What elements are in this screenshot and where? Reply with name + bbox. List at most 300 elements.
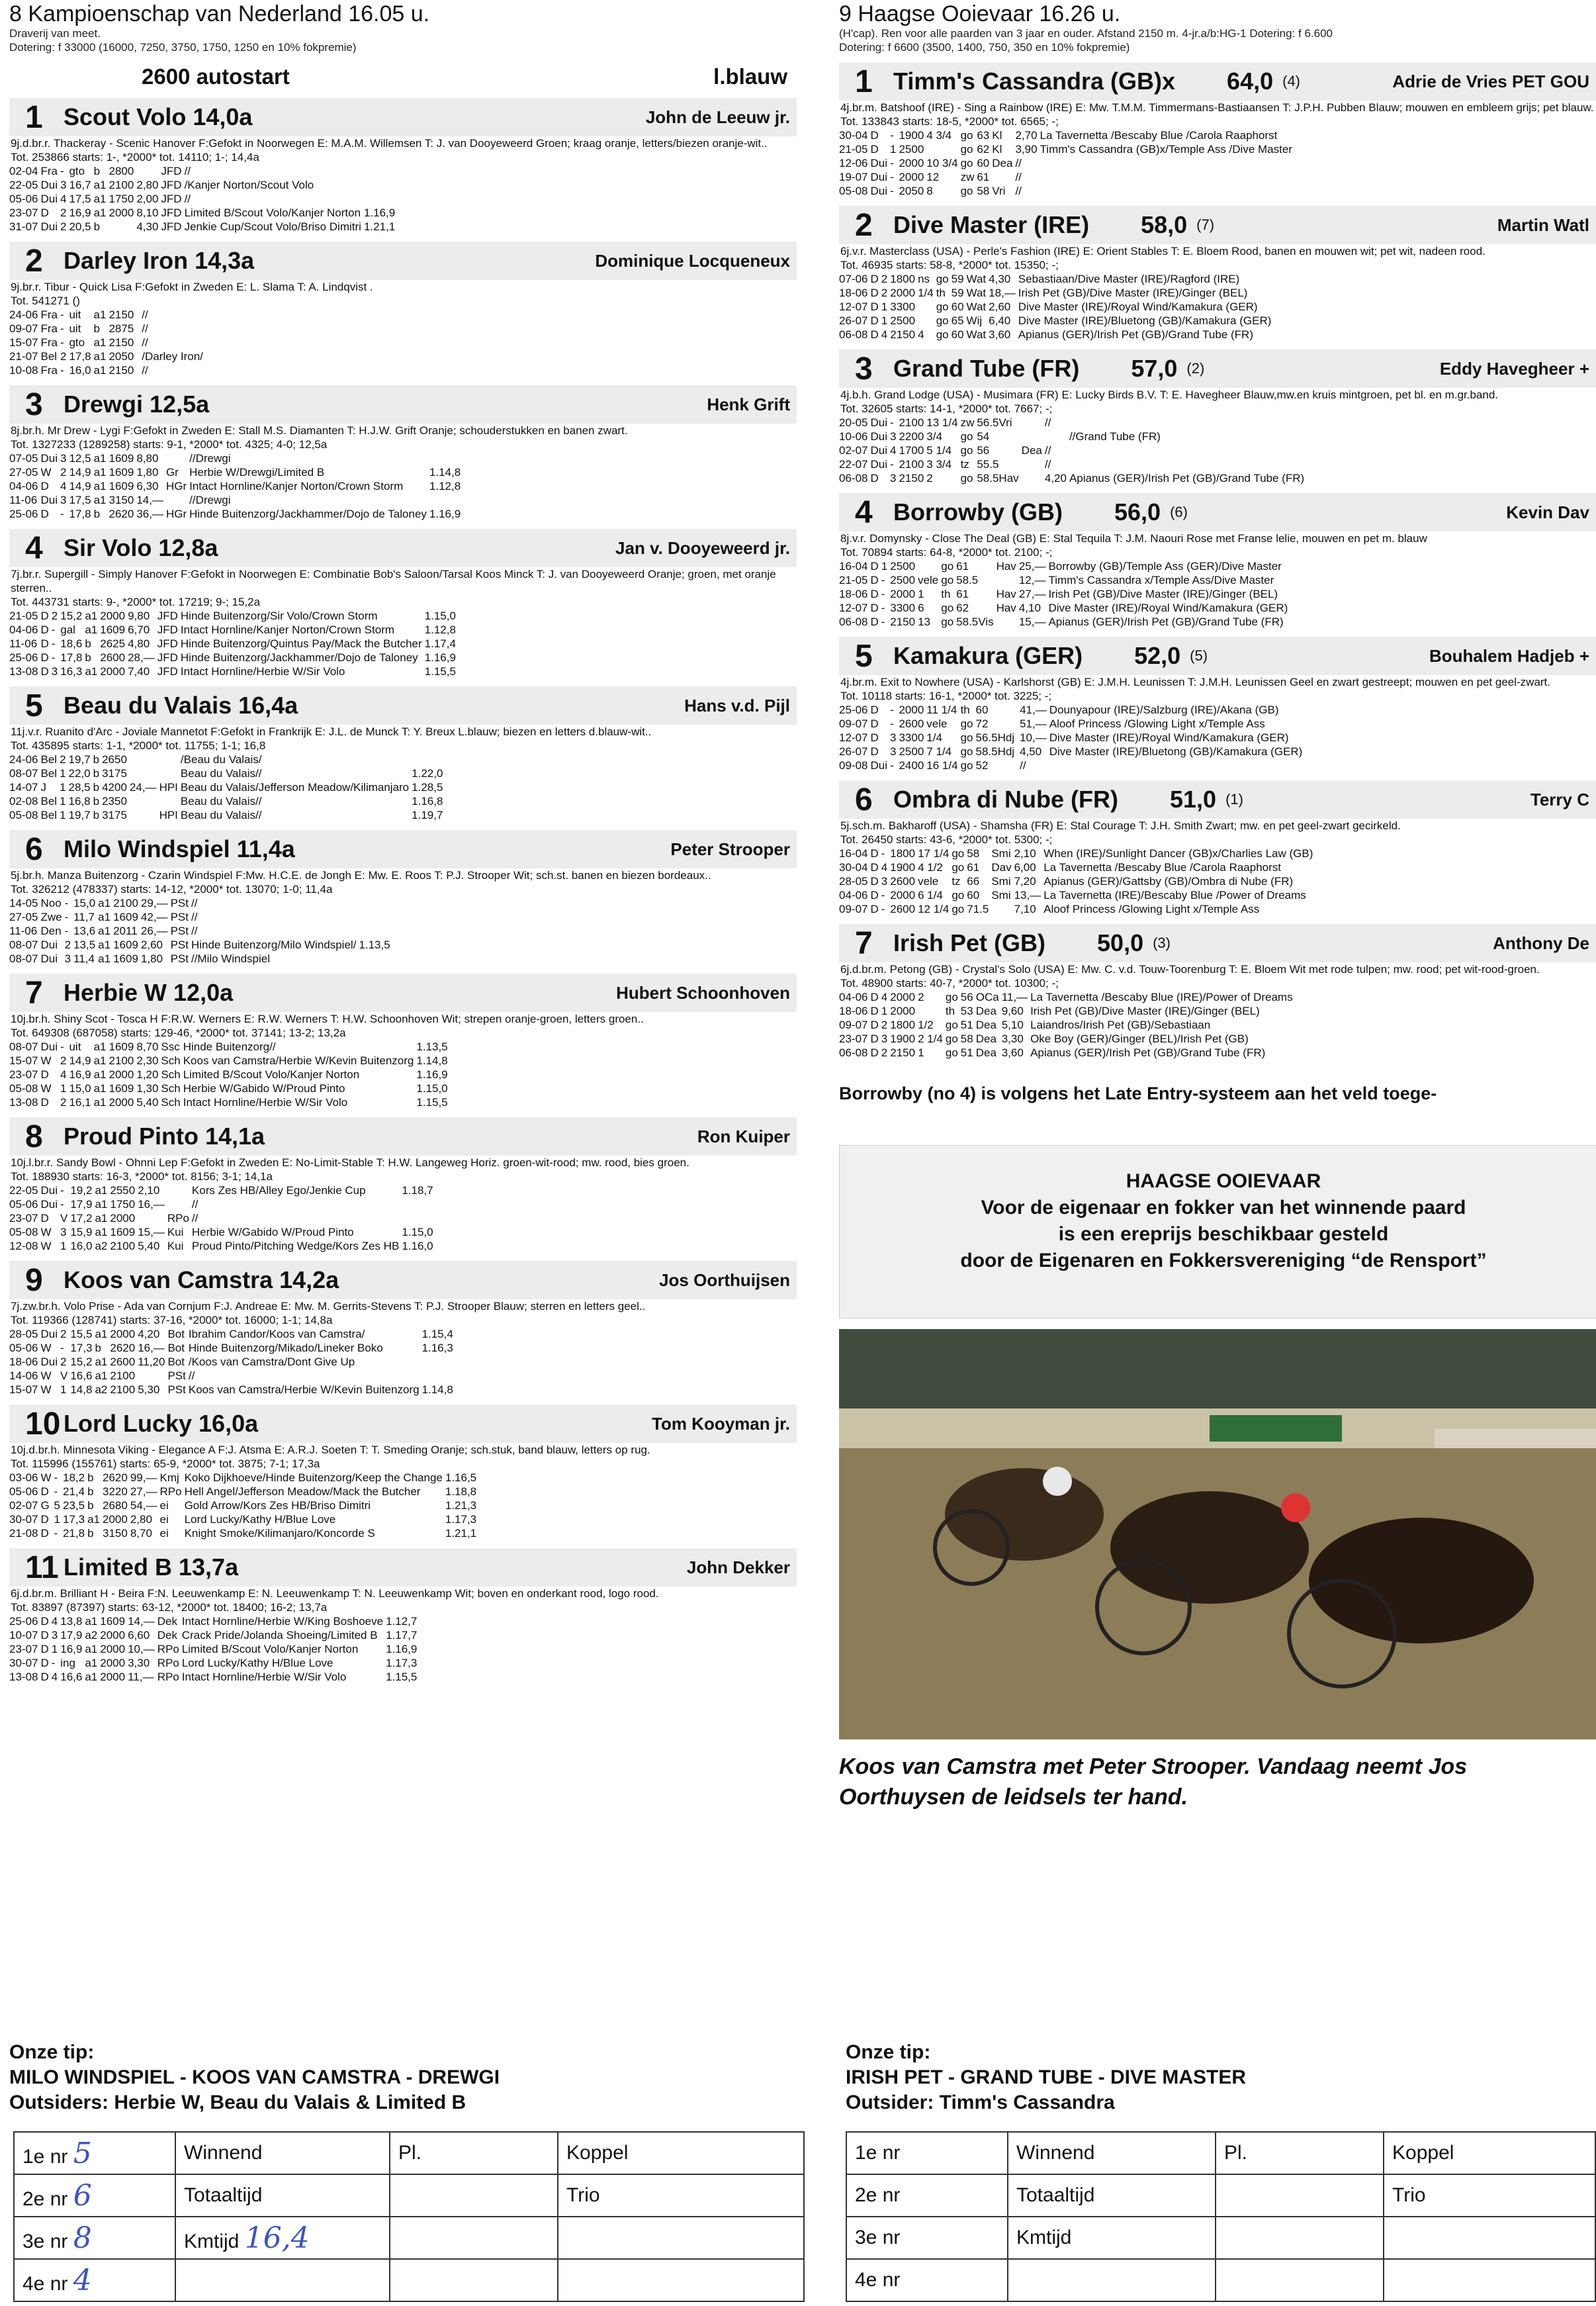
result-cell: 21,4 [63, 1485, 85, 1498]
horse-pedigree: 10j.d.br.h. Minnesota Viking - Elegance A F:J. Atsma E: A.R.J. Soeten T: T. Smeding Oranje; sch.stuk, band blauw, letters op rug. [11, 1444, 650, 1456]
result-cell: 1.16,0 [402, 1240, 433, 1252]
result-cell [359, 910, 392, 924]
result-cell: 4,80 [128, 637, 150, 650]
result-cell: // [1020, 759, 1026, 772]
result-cell: 63 [977, 129, 990, 142]
result-cell: 4 3/4 [926, 129, 952, 142]
result-cell [159, 766, 181, 780]
result-cell: 10-06 [839, 430, 868, 443]
result-cell: 2 [60, 207, 67, 219]
result-cell: 58.5 [956, 574, 979, 586]
result-cell: - [60, 322, 64, 335]
result-cell: tz [952, 875, 961, 888]
result-cell: 2,70 [1015, 129, 1038, 142]
result-row [839, 615, 1290, 629]
left-tip [9, 2040, 500, 2115]
result-cell: 3 3/4 [926, 458, 952, 471]
result-cell: 8,80 [136, 452, 159, 465]
result-cell: 05-08 [9, 1226, 38, 1238]
horse-name: Koos van Camstra 14,2a [64, 1266, 339, 1293]
result-row [839, 170, 1295, 184]
result-cell: - [881, 616, 885, 628]
result-cell: 6 [918, 602, 924, 614]
result-row [839, 128, 1295, 142]
result-cell: a1 [98, 939, 111, 951]
prize-box [839, 1145, 1596, 1318]
result-cell: 5 1/4 [926, 444, 952, 457]
result-cell: 17,8 [60, 651, 83, 664]
result-cell: 16,0 [70, 1240, 93, 1252]
result-cell: a1 [95, 1328, 108, 1340]
result-cell: - [60, 364, 64, 377]
horse-totals: Tot. 435895 starts: 1-1, *2000* tot. 11755; 1-1; 16,8 [11, 739, 266, 752]
result-cell: a2 [85, 1629, 98, 1641]
result-cell: 22-05 [9, 1184, 38, 1197]
result-cell: 10,— [128, 1643, 155, 1655]
result-cell: - [60, 1040, 64, 1053]
result-cell: Dui [870, 416, 887, 429]
handwritten-number: 6 [73, 2178, 92, 2213]
result-cell: Aloof Princess /Glowing Light x/Temple Ass [1049, 717, 1265, 730]
result-cell: 18-06 [839, 1005, 868, 1017]
result-cell: 17,2 [70, 1212, 93, 1224]
tip-picks: IRISH PET - GRAND TUBE - DIVE MASTER [846, 2066, 1247, 2088]
horse-entry [839, 924, 1596, 1060]
horse-entry [9, 686, 797, 822]
result-cell: a1 [95, 1226, 108, 1238]
result-cell: 06-08 [839, 616, 868, 628]
result-cell: Dive Master (IRE)/Royal Wind/Kamakura (GER) [1018, 300, 1258, 313]
result-cell: HGr [165, 508, 187, 520]
result-cell: // [142, 308, 148, 321]
result-row [9, 609, 459, 623]
result-cell: 11,20 [138, 1356, 165, 1368]
result-cell: a1 [85, 623, 98, 636]
result-row [839, 430, 1307, 443]
result-cell: 15-07 [9, 1054, 38, 1067]
horse-pedigree: 9j.br.r. Tibur - Quick Lisa F:Gefokt in Zweden E: L. Slama T: A. Lindqvist . [11, 281, 373, 293]
result-cell: 4,20 [138, 1328, 160, 1340]
horse-pedigree: 4j.br.m. Exit to Nowhere (USA) - Karlshorst (GB) E: J.M.H. Leunissen T: J.M.H. Leunissen Geel en zwart gestreept; mouwen en pet geel-zwart. [840, 676, 1551, 688]
result-cell: 4,30 [989, 273, 1011, 285]
result-cell: 2500 [890, 560, 916, 573]
horse-pedigree: 10j.l.br.r. Sandy Bowl - Ohnni Lep F:Gefokt in Zweden E: No-Limit-Stable T: H.W. Langeweg Horiz. groen-wit-rood; mw. rood, bies groen. [11, 1156, 689, 1169]
race-prize: Dotering: f 6600 (3500, 1400, 750, 350 en 10% fokpremie) [839, 41, 1130, 54]
result-cell: 16 1/4 [926, 759, 958, 772]
grid-cell [558, 2259, 804, 2301]
result-cell: 2500 [899, 143, 924, 156]
result-cell: 5,30 [138, 1383, 160, 1396]
result-cell: 1750 [110, 1198, 136, 1211]
result-row [9, 479, 463, 493]
horse-header [9, 98, 797, 136]
result-cell: 58.5Vis [956, 616, 994, 628]
result-cell: 20,5 [69, 220, 91, 233]
result-cell: 2150 [890, 1046, 916, 1059]
result-cell: 26-07 [839, 314, 868, 327]
result-cell: go [936, 300, 949, 313]
grid-cell: Winnend [1008, 2132, 1216, 2174]
grid-row-label: 3e nr [846, 2217, 1008, 2259]
result-cell: D [40, 1096, 49, 1109]
result-cell: Limited B/Scout Volo/Kanjer Norton [184, 207, 361, 219]
result-cell: 2150 [109, 364, 134, 377]
result-cell: 15,2 [70, 1356, 93, 1368]
result-cell: b [93, 809, 100, 821]
result-cell: 2600 [110, 1356, 136, 1368]
result-cell: th [945, 1005, 955, 1017]
result-cell: D [870, 273, 879, 285]
result-cell: 58.5Hdj [975, 745, 1015, 758]
result-cell: a1 [85, 1657, 98, 1669]
horse-name: Drewgi 12,5a [64, 391, 210, 418]
result-cell: 2 [881, 1046, 888, 1059]
result-cell: // [191, 911, 198, 923]
result-cell: 24-06 [9, 753, 38, 766]
result-cell: b [87, 1499, 94, 1512]
result-row [9, 766, 445, 780]
result-cell: 05-06 [9, 193, 38, 205]
result-cell: // [1015, 185, 1022, 197]
result-cell: Bot [167, 1342, 185, 1354]
result-row [9, 322, 208, 336]
result-cell: D [870, 1019, 879, 1031]
result-cell: 5,40 [136, 1096, 159, 1109]
result-cell: vele [926, 717, 948, 730]
result-cell: 16,6 [70, 1369, 93, 1382]
result-cell: - [890, 759, 894, 772]
result-cell: 18,6 [60, 637, 83, 650]
result-cell: D [40, 1513, 49, 1526]
result-cell: Apianus (GER)/Irish Pet (GB)/Grand Tube (FR) [1018, 328, 1253, 341]
result-cell: Hav [996, 588, 1016, 600]
result-cell [402, 1197, 435, 1211]
result-cell: Dui [40, 1356, 58, 1368]
result-cell [166, 493, 189, 507]
result-cell: b [87, 1471, 94, 1484]
result-cell: // [188, 1369, 195, 1382]
result-cell: 16,9 [69, 207, 91, 219]
result-cell: - [890, 171, 894, 183]
result-cell: Dui [870, 157, 887, 169]
result-cell: /Koos van Camstra/Dont Give Up [188, 1356, 355, 1368]
result-row [839, 874, 1315, 888]
result-cell: 03-06 [9, 1471, 38, 1484]
result-cell: Hinde Buitenzorg/Mikado/Lineker Boko [188, 1342, 383, 1354]
result-cell: Kui [167, 1226, 184, 1238]
horse-driver: Hans v.d. Pijl [684, 695, 790, 715]
horse-number: 3 [25, 387, 43, 422]
result-cell: 16-04 [839, 847, 868, 860]
result-cell [138, 1211, 167, 1225]
result-cell: 2 [64, 939, 71, 951]
result-row [839, 272, 1274, 286]
result-cell: W [40, 1383, 52, 1396]
horse-name: Grand Tube (FR) [893, 355, 1080, 382]
result-cell: - [890, 157, 894, 169]
horse-driver: Kevin Dav [1506, 502, 1589, 522]
result-cell: Hinde Buitenzorg/Quintus Pay/Mack the Butcher [180, 637, 422, 650]
result-cell: D [40, 651, 49, 664]
result-cell: 14,9 [69, 1054, 91, 1067]
result-cell: 72 [975, 717, 989, 730]
result-cell: PSt [170, 925, 189, 937]
result-cell: 18-06 [839, 588, 868, 600]
result-cell: 2000 [110, 1212, 136, 1224]
horse-pedigree: 6j.v.r. Masterclass (USA) - Perle's Fashion (IRE) E: Orient Stables T: E. Bloem Rood, banen en mouwen wit; pet wit, nadeen rood. [840, 245, 1485, 257]
result-row [839, 156, 1295, 170]
result-row [9, 1512, 479, 1526]
result-cell: Bel [40, 767, 58, 780]
result-row [9, 1211, 436, 1225]
result-cell: 07-06 [839, 273, 868, 285]
result-cell: 2000 [103, 1513, 128, 1526]
result-row [9, 164, 398, 178]
result-cell: go [960, 444, 973, 457]
horse-number: 2 [25, 243, 43, 279]
result-cell [359, 952, 392, 966]
result-cell: 13,5 [73, 939, 96, 951]
result-cell: 4 [60, 480, 67, 492]
result-cell: 16,— [138, 1342, 165, 1354]
result-cell: JFD [157, 665, 178, 678]
horse-header [839, 780, 1596, 819]
result-cell: 08-07 [9, 1040, 38, 1053]
result-cell: Dea [975, 1019, 997, 1031]
result-cell: When (IRE)/Sunlight Dancer (GB)x/Charlies Law (GB) [1043, 847, 1313, 860]
result-cell: OCa [975, 991, 999, 1003]
result-cell: 12 [926, 171, 940, 183]
result-cell: 09-07 [9, 322, 38, 335]
result-cell: 2150 [109, 308, 134, 321]
result-cell: 1.17,3 [445, 1513, 477, 1526]
result-cell: 2,60 [989, 300, 1011, 313]
horse-draw: (1) [1225, 791, 1243, 807]
result-cell: Bel [40, 809, 58, 821]
horse-entry [9, 98, 797, 234]
result-cell: 14-05 [9, 897, 38, 909]
result-cell: 1609 [113, 952, 138, 965]
result-cell: 2000 [100, 1657, 126, 1669]
result-cell: 1.13,5 [416, 1040, 448, 1053]
result-cell [402, 1211, 435, 1225]
result-cell: 05-06 [9, 1485, 38, 1498]
result-cell [364, 178, 398, 192]
result-cell: Dui [870, 171, 887, 183]
grid-cell: Koppel [1384, 2132, 1595, 2174]
result-cell: Dui [870, 430, 887, 443]
result-cell: Beau du Valais// [180, 795, 262, 807]
result-cell: - [51, 623, 56, 636]
result-cell: Dui [870, 185, 887, 197]
result-row [9, 451, 463, 465]
result-cell: 9,60 [1001, 1005, 1024, 1017]
result-cell: /Kanjer Norton/Scout Volo [184, 179, 314, 191]
result-cell: 14-07 [9, 781, 38, 794]
horse-header [839, 637, 1596, 675]
result-cell [918, 559, 941, 573]
result-cell: Hav [996, 602, 1016, 614]
result-cell: a1 [93, 207, 107, 219]
result-cell: 12-08 [9, 1240, 38, 1252]
result-cell [992, 170, 1015, 184]
result-cell: a2 [95, 1383, 108, 1396]
result-cell: 1.15,5 [386, 1671, 418, 1683]
result-cell: go [960, 430, 973, 443]
result-cell [997, 573, 1019, 587]
result-cell: Dek [157, 1615, 177, 1628]
horse-number: 11 [25, 1549, 59, 1585]
result-cell: 3/4 [926, 430, 942, 443]
result-cell: 13,8 [60, 1615, 83, 1628]
result-cell: 2620 [109, 508, 134, 520]
prize-box-line: is een ereprijs beschikbaar gesteld [1058, 1223, 1389, 1245]
result-row [839, 717, 1305, 731]
result-cell: PSt [167, 1369, 186, 1382]
results-table [9, 1183, 436, 1253]
result-cell: 3 [890, 472, 897, 484]
result-cell [130, 766, 159, 780]
result-cell: 3 [60, 494, 67, 506]
result-row [9, 1499, 479, 1512]
result-cell: Lord Lucky/Kathy H/Blue Love [181, 1657, 333, 1669]
result-cell: uit [69, 308, 81, 321]
result-cell: 1609 [100, 1615, 126, 1628]
result-cell: 18,2 [63, 1471, 85, 1484]
result-cell: Dui [40, 1328, 58, 1340]
result-cell: 15,0 [73, 897, 96, 909]
result-row [839, 286, 1274, 300]
result-cell: 21-05 [839, 143, 868, 156]
result-cell: go [952, 861, 965, 874]
result-cell: go [936, 314, 949, 327]
result-cell: 8,10 [136, 207, 159, 219]
result-cell: 99,— [130, 1471, 157, 1484]
horse-driver: Martin Watl [1497, 214, 1589, 235]
result-row [9, 1642, 420, 1656]
result-cell: 1750 [109, 193, 134, 205]
result-cell: a1 [93, 480, 107, 492]
result-cell: Dui [40, 952, 58, 965]
result-cell: 4,50 [1020, 745, 1042, 758]
result-cell: 6,60 [128, 1629, 150, 1641]
result-cell: 3300 [899, 731, 924, 744]
result-cell: 13-08 [9, 665, 38, 678]
result-cell: 61 [956, 560, 969, 573]
horse-entry [9, 830, 797, 966]
horse-name: Lord Lucky 16,0a [64, 1410, 259, 1437]
horse-number: 10 [25, 1406, 61, 1442]
result-cell: 3,30 [128, 1657, 150, 1669]
horse-name: Herbie W 12,0a [64, 979, 234, 1006]
result-cell: 1609 [100, 623, 126, 636]
result-cell: 25-06 [9, 1615, 38, 1628]
result-cell: Timm's Cassandra (GB)x/Temple Ass /Dive Master [1040, 143, 1292, 156]
result-cell: 1.17,4 [424, 637, 456, 650]
result-cell: 2650 [102, 753, 127, 766]
result-cell: 4 [881, 328, 888, 341]
horse-name: Sir Volo 12,8a [64, 534, 218, 561]
result-cell: go [945, 1046, 958, 1059]
result-cell: 4 1/2 [918, 861, 943, 874]
result-cell: 28,— [128, 651, 155, 664]
result-cell: D [40, 1068, 49, 1081]
result-cell: 56.5Vri [977, 416, 1012, 429]
horse-pedigree: 11j.v.r. Ruanito d'Arc - Joviale Mannetot F:Gefokt in Frankrijk E: J.L. de Munck T: Y. Breux L.blauw; biezen en letters d.blauw-wit.. [11, 725, 652, 738]
result-cell: go [936, 328, 949, 341]
result-cell: Gold Arrow/Kors Zes HB/Briso Dimitri [184, 1499, 371, 1512]
horse-header [9, 830, 797, 868]
result-cell: a1 [93, 1082, 107, 1095]
result-cell: D [40, 1527, 49, 1540]
horse-list [839, 62, 1596, 1060]
result-cell: 7,20 [1014, 875, 1036, 888]
result-cell: // [191, 925, 198, 937]
result-cell [364, 164, 398, 178]
result-cell: 09-08 [839, 759, 868, 772]
horse-totals: Tot. 541271 () [11, 295, 80, 307]
result-cell: Apianus (GER)/Irish Pet (GB)/Grand Tube (FR) [1030, 1046, 1266, 1059]
result-cell: Koos van Camstra/Herbie W/Kevin Buitenzorg [183, 1054, 414, 1067]
result-cell: Aloof Princess /Glowing Light x/Temple Ass [1043, 903, 1260, 915]
result-cell: 2500 [890, 574, 916, 586]
horse-name: Timm's Cassandra (GB)x [893, 68, 1176, 95]
result-cell: b [87, 1485, 94, 1498]
result-cell [359, 896, 392, 910]
grid-cell: Totaaltijd [175, 2174, 390, 2217]
result-cell: 9,80 [128, 610, 150, 622]
horse-list [9, 98, 797, 1684]
result-cell: PSt [170, 952, 189, 965]
result-cell: Intact Hornline/Kanjer Norton/Crown Storm [189, 480, 404, 492]
result-cell [422, 1355, 456, 1369]
result-row [839, 1004, 1296, 1018]
result-cell [167, 1197, 192, 1211]
result-cell: 1.21,1 [363, 220, 396, 233]
horse-name: Beau du Valais 16,4a [64, 692, 298, 719]
result-cell: 14,— [136, 494, 163, 506]
result-cell: 15,9 [70, 1226, 93, 1238]
result-cell: 17,3 [70, 1342, 93, 1354]
results-table [9, 164, 398, 234]
result-row [9, 651, 459, 665]
result-cell: 1 [881, 300, 888, 313]
result-cell: 13-08 [9, 1671, 38, 1683]
result-cell: Oke Boy (GER)/Ginger (BEL)/Irish Pet (GB) [1030, 1033, 1249, 1045]
result-cell: 60 [951, 328, 964, 341]
result-cell: 05-06 [9, 1342, 38, 1354]
result-row [9, 808, 445, 822]
horse-header [839, 924, 1596, 962]
result-cell: ei [159, 1527, 169, 1540]
result-cell: 1 [881, 314, 888, 327]
horse-pedigree: 4j.br.m. Batshoof (IRE) - Sing a Rainbow (IRE) E: Mw. T.M.M. Timmermans-Bastiaansen T: J.P.H. Pubben Blauw; mouwen en embleem grijs; pet blauw. [840, 101, 1594, 114]
result-cell: 66 [967, 875, 980, 888]
result-cell: 2,00 [136, 193, 159, 205]
horse-header [9, 686, 797, 725]
result-cell: b [85, 651, 91, 664]
result-row [9, 220, 398, 234]
result-cell: 2600 [899, 717, 924, 730]
result-cell: - [60, 336, 64, 349]
result-cell: go [952, 889, 965, 901]
result-cell: 04-06 [9, 623, 38, 636]
result-cell: 08-07 [9, 939, 38, 951]
result-cell: - [890, 717, 894, 730]
result-cell: a1 [95, 1198, 108, 1211]
result-cell: 1.12,7 [386, 1615, 418, 1628]
result-cell: a1 [93, 336, 107, 349]
